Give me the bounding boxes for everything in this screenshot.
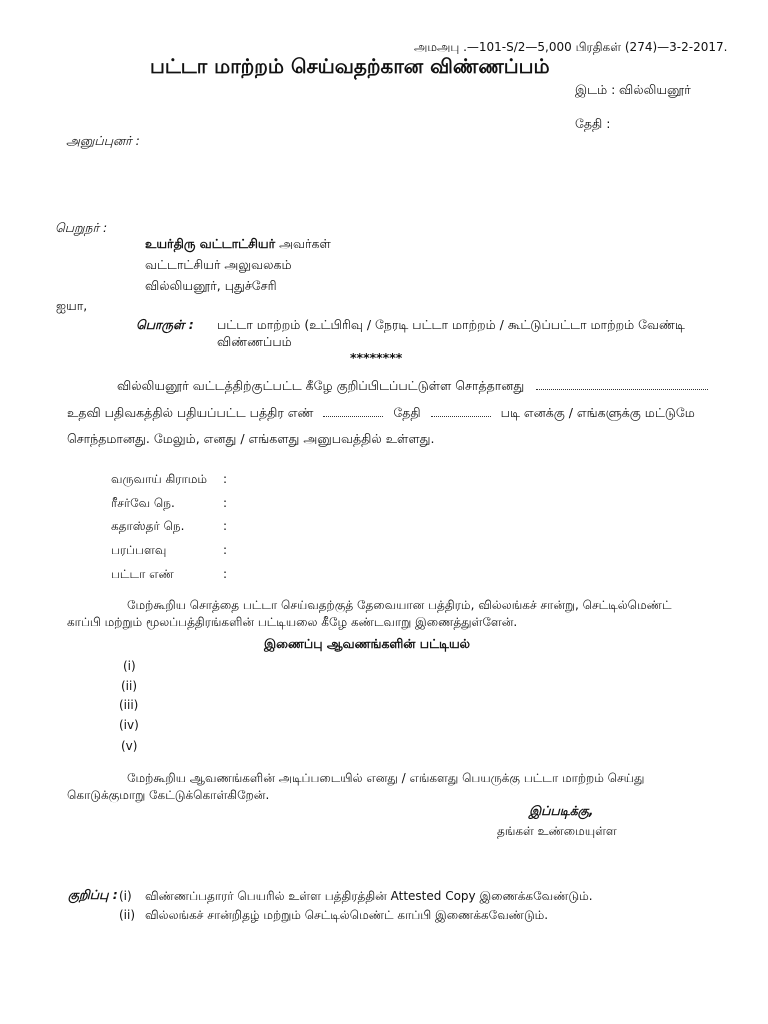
paragraph-1-line-3: சொந்தமானது. மேலும், எனது / எங்களது அனுபவத்தில் உள்ளது. — [67, 431, 435, 446]
field-extent-colon: : — [223, 543, 228, 557]
field-revenue-village-label: வருவாய் கிராமம் — [111, 472, 208, 486]
enclosure-item-5: (v) — [121, 739, 138, 753]
paragraph-3-line-1: மேற்கூறிய ஆவணங்களின் அடிப்படையில் எனது / எங்களது பெயருக்கு பட்டா மாற்றம் செய்து — [127, 771, 645, 785]
field-resurvey-no-colon: : — [223, 496, 228, 510]
field-patta-no-colon: : — [223, 567, 228, 581]
paragraph-2-line-1: மேற்கூறிய சொத்தை பட்டா செய்வதற்குத் தேவையான பத்திரம், வில்லங்கச் சான்று, செட்டில்மெண்ட் — [127, 598, 672, 612]
closing-regards: இப்படிக்கு, — [529, 803, 594, 818]
paragraph-1-text-2a: உதவி பதிவகத்தில் பதியப்பட்ட பத்திர எண் — [67, 405, 314, 420]
field-revenue-village-colon: : — [223, 472, 228, 486]
enclosures-heading: இணைப்பு ஆவணங்களின் பட்டியல் — [264, 636, 471, 651]
field-resurvey-no-label: ரீசர்வே நெ. — [111, 496, 175, 510]
enclosure-item-2: (ii) — [121, 679, 138, 693]
paragraph-2-line-2: காப்பி மற்றும் மூலப்பத்திரங்களின் பட்டியலை கீழே கண்டவாறு இணைத்துள்ளேன். — [67, 615, 518, 629]
place-value: வில்லியனூர் — [619, 82, 691, 97]
note-1-text: விண்ணப்பதாரர் பெயரில் உள்ள பத்திரத்தின் Attested Copy இணைக்கவேண்டும். — [145, 889, 593, 903]
enclosure-item-3: (iii) — [119, 698, 139, 712]
paragraph-1-text-1: வில்லியனூர் வட்டத்திற்குட்பட்ட கீழே குறிப்பிடப்பட்டுள்ள சொத்தானது — [117, 378, 525, 393]
recipient-line-1 — [145, 236, 331, 253]
subject-line-2: விண்ணப்பம் — [217, 334, 292, 349]
deed-date-blank — [431, 407, 491, 417]
subject-separator: ******** — [350, 350, 403, 365]
paragraph-3-line-2: கொடுக்குமாறு கேட்டுக்கொள்கிறேன். — [67, 788, 270, 802]
note-2-number: (ii) — [119, 908, 136, 922]
recipient-label: பெறுநர் : — [55, 220, 108, 235]
place-label: இடம் : — [575, 82, 616, 97]
paragraph-1-line-1 — [117, 378, 708, 395]
field-extent-label: பரப்பளவு — [111, 543, 167, 557]
deed-number-blank — [323, 407, 383, 417]
note-2-text: வில்லங்கச் சான்றிதழ் மற்றும் செட்டில்மெண்ட் காப்பி இணைக்கவேண்டும். — [145, 908, 549, 922]
recipient-line-2: வட்டாட்சியர் அலுவலகம் — [145, 257, 292, 272]
salutation: ஐயா, — [56, 298, 88, 313]
date-label: தேதி : — [575, 116, 611, 131]
paragraph-1-line-2 — [67, 405, 695, 422]
recipient-title: உயர்திரு வட்டாட்சியர் — [145, 236, 276, 251]
enclosure-item-4: (iv) — [119, 718, 139, 732]
property-blank — [536, 380, 708, 390]
print-reference: அமஅபு .—101-S/2—5,000 பிரதிகள் (274)—3-2-2017. — [414, 40, 728, 54]
notes-label: குறிப்பு : — [68, 887, 118, 902]
page-title: பட்டா மாற்றம் செய்வதற்கான விண்ணப்பம் — [150, 54, 550, 78]
subject-label: பொருள் : — [136, 317, 194, 332]
field-cadastral-no-label: கதாஸ்தர் நெ. — [111, 519, 185, 533]
subject-line-1: பட்டா மாற்றம் (உட்பிரிவு / நேரடி பட்டா மாற்றம் / கூட்டுப்பட்டா மாற்றம் வேண்டி — [217, 317, 685, 332]
sender-label: அனுப்புனர் : — [66, 133, 140, 148]
field-patta-no-label: பட்டா எண் — [111, 567, 174, 581]
recipient-line-3: வில்லியனூர், புதுச்சேரி — [145, 278, 277, 293]
recipient-suffix: அவர்கள் — [279, 236, 331, 251]
paragraph-1-text-2c: படி எனக்கு / எங்களுக்கு மட்டுமே — [500, 405, 695, 420]
field-cadastral-no-colon: : — [223, 519, 228, 533]
enclosure-item-1: (i) — [123, 659, 136, 673]
paragraph-1-text-2b: தேதி — [393, 405, 421, 420]
note-1-number: (i) — [119, 889, 132, 903]
closing-signature-line: தங்கள் உண்மையுள்ள — [497, 824, 617, 838]
